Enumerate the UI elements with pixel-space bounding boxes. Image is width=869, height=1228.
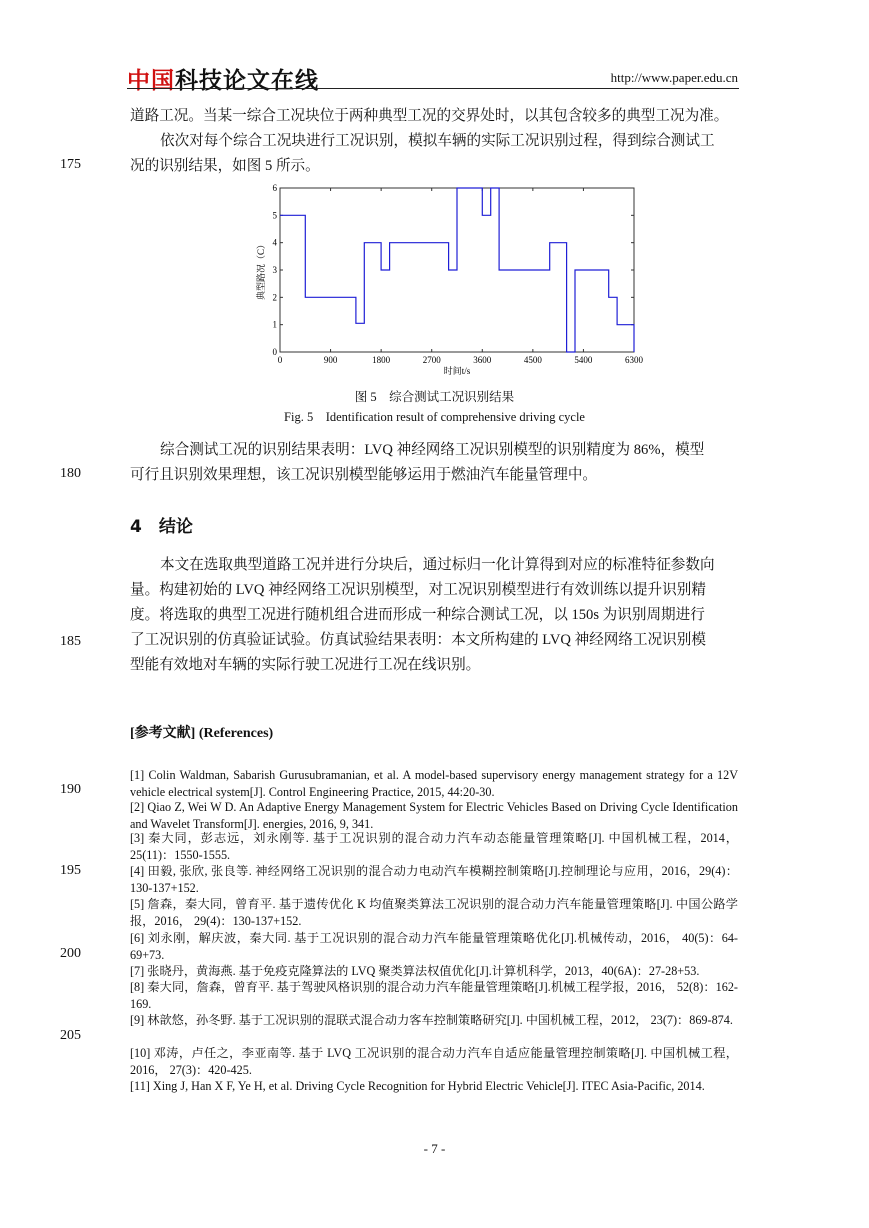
y-axis-label: 典型路况（C）: [256, 239, 266, 301]
reference-item: [6] 刘永刚，解庆波，秦大同. 基于工况识别的混合动力汽车能量管理策略优化[J].机械传动，2016， 40(5)：64-69+73.: [130, 931, 738, 962]
x-tick-label: 6300: [625, 355, 643, 365]
line-number: 185: [60, 634, 81, 649]
site-logo: [127, 62, 319, 95]
line-number: 195: [60, 863, 81, 878]
x-tick-label: 2700: [422, 355, 441, 365]
x-axis-label: 时间t/s: [443, 366, 471, 376]
references-heading: [参考文献] (References): [130, 726, 274, 741]
results-line-2: 可行且识别效果理想，该工况识别模型能够运用于燃油汽车能量管理中。: [130, 467, 598, 483]
reference-item: [2] Qiao Z, Wei W D. An Adaptive Energy Management System for Electric Vehicles Based on Driving Cycle Identification and Wavelet Transform[J]. energies, 2016, 9, 341.: [130, 800, 738, 831]
conclusion-line-5: 型能有效地对车辆的实际行驶工况进行工况在线识别。: [130, 657, 481, 673]
conclusion-line-2: 量。构建初始的 LVQ 神经网络工况识别模型，对工况识别模型进行有效训练以提升识别精: [130, 582, 706, 598]
header-rule: [127, 88, 739, 89]
conclusion-line-1: 本文在选取典型道路工况并进行分块后，通过标归一化计算得到对应的标准特征参数向: [160, 557, 715, 573]
reference-item: [7] 张晓丹，黄海燕. 基于免疫克隆算法的 LVQ 聚类算法权值优化[J].计算机科学，2013，40(6A)：27-28+53.: [130, 964, 700, 978]
conclusion-line-3: 度。将选取的典型工况进行随机组合进而形成一种综合测试工况，以 150s 为识别周期进行: [130, 607, 705, 623]
x-tick-label: 4500: [523, 355, 542, 365]
figure-caption-cn: 图 5 综合测试工况识别结果: [354, 390, 515, 404]
reference-item: [3] 秦大同，彭志远，刘永刚等. 基于工况识别的混合动力汽车动态能量管理策略[J]. 中国机械工程，2014，25(11)：1550-1555.: [130, 831, 738, 862]
y-tick-label: 2: [272, 292, 277, 303]
reference-item: [8] 秦大同，詹森，曾育平. 基于驾驶风格识别的混合动力汽车能量管理策略[J].机械工程学报，2016， 52(8)：162-169.: [130, 980, 738, 1011]
intro-line-3: 况的识别结果，如图 5 所示。: [130, 158, 320, 174]
x-tick-label: 0: [277, 355, 283, 365]
header-url[interactable]: http://www.paper.edu.cn: [610, 70, 738, 85]
y-tick-label: 1: [272, 319, 277, 330]
line-number: 175: [60, 157, 81, 172]
section-heading-conclusion: 4 结论: [130, 517, 193, 537]
x-tick-label: 1800: [372, 355, 391, 365]
line-number: 200: [60, 946, 81, 961]
reference-item: [10] 邓涛，卢任之，李亚南等. 基于 LVQ 工况识别的混合动力汽车自适应能量管理控制策略[J]. 中国机械工程，2016， 27(3)：420-425.: [130, 1046, 738, 1077]
x-tick-label: 900: [323, 355, 338, 365]
intro-line-2: 依次对每个综合工况块进行工况识别，模拟车辆的实际工况识别过程，得到综合测试工: [160, 133, 715, 149]
page-number: - 7 -: [423, 1141, 446, 1156]
x-tick-label: 5400: [574, 355, 593, 365]
line-number: 190: [60, 782, 81, 797]
reference-item: [5] 詹森，秦大同，曾育平. 基于遗传优化 K 均值聚类算法工况识别的混合动力汽车能量管理策略[J]. 中国公路学报，2016， 29(4)：130-137+152.: [130, 897, 738, 928]
reference-item: [9] 林歆悠，孙冬野. 基于工况识别的混联式混合动力客车控制策略研究[J]. 中国机械工程，2012， 23(7)：869-874.: [130, 1013, 733, 1027]
x-tick-label: 3600: [473, 355, 492, 365]
y-tick-label: 6: [272, 183, 277, 193]
figure-5-chart: [250, 180, 650, 380]
site-logo-black: 科技论文在线: [175, 68, 319, 94]
line-number: 205: [60, 1028, 81, 1043]
line-number: 180: [60, 466, 81, 481]
y-tick-label: 3: [272, 265, 277, 275]
results-line-1: 综合测试工况的识别结果表明：LVQ 神经网络工况识别模型的识别精度为 86%，模型: [160, 442, 705, 458]
reference-item: [11] Xing J, Han X F, Ye H, et al. Driving Cycle Recognition for Hybrid Electric Vehicle[J]. ITEC Asia-Pacific, 2014.: [130, 1079, 705, 1093]
site-logo-red: 中国: [127, 68, 175, 94]
figure-caption-en: Fig. 5 Identification result of comprehensive driving cycle: [284, 410, 585, 424]
reference-item: [4] 田毅, 张欣, 张良等. 神经网络工况识别的混合动力电动汽车模糊控制策略[J].控制理论与应用，2016，29(4)：130-137+152.: [130, 864, 738, 895]
y-tick-label: 4: [272, 237, 277, 248]
conclusion-line-4: 了工况识别的仿真验证试验。仿真试验结果表明：本文所构建的 LVQ 神经网络工况识别模: [130, 632, 706, 648]
y-tick-label: 5: [272, 210, 277, 221]
intro-line-1: 道路工况。当某一综合工况块位于两种典型工况的交界处时，以其包含较多的典型工况为准。: [130, 108, 729, 124]
reference-item: [1] Colin Waldman, Sabarish Gurusubramanian, et al. A model-based supervisory energy management strategy for a 12V vehicle electrical system[J]. Control Engineering Practice, 2015, 44:20-30.: [130, 768, 738, 799]
y-tick-label: 0: [272, 347, 277, 357]
